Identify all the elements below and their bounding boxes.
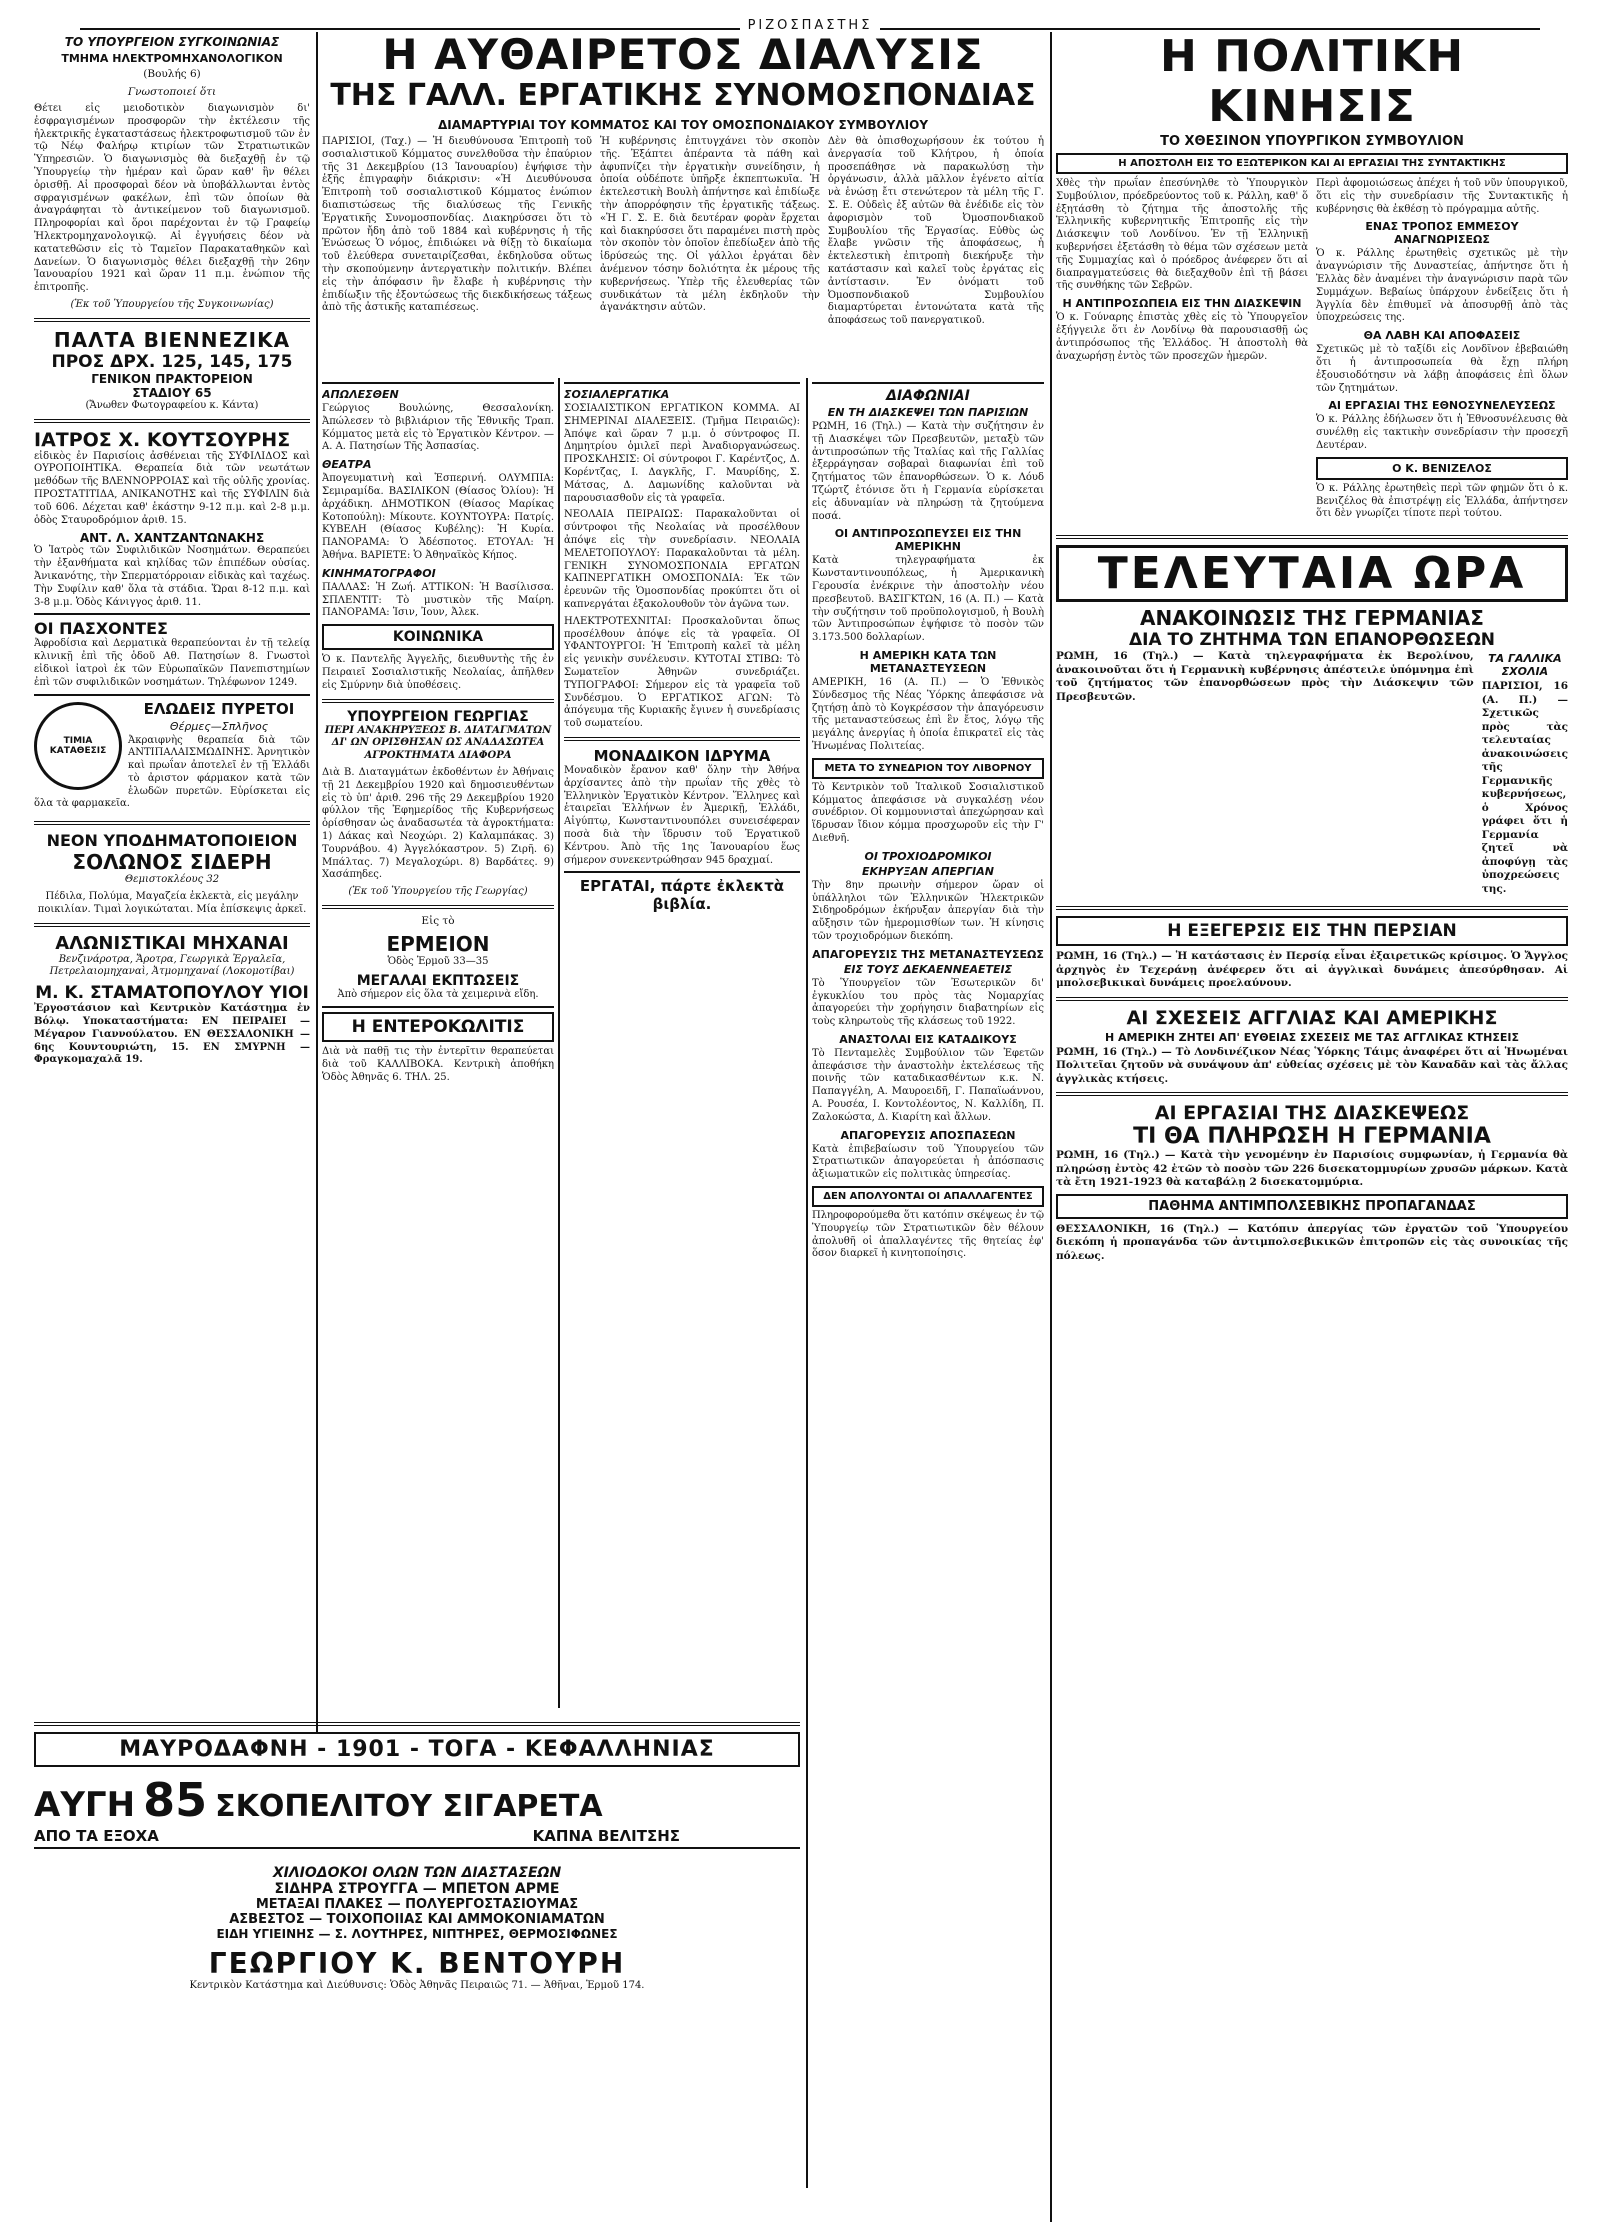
lead-subtitle: ΔΙΑΜΑΡΤΥΡΙΑΙ ΤΟΥ ΚΟΜΜΑΤΟΣ ΚΑΙ ΤΟΥ ΟΜΟΣΠΟΝΔΙΑΚΟΥ ΣΥΜΒΟΥΛΙΟΥ: [437, 118, 929, 132]
doctor2-ad-title: ΑΝΤ. Λ. ΧΑΝΤΖΑΝΤΩΝΑΚΗΣ: [79, 531, 265, 546]
late-h2: Η ΕΞΕΓΕΡΣΙΣ ΕΙΣ ΤΗΝ ΠΕΡΣΙΑΝ: [1056, 916, 1568, 946]
late-h3: ΑΙ ΣΧΕΣΕΙΣ ΑΓΓΛΙΑΣ ΚΑΙ ΑΜΕΡΙΚΗΣ: [1126, 1006, 1498, 1029]
late-h4: ΑΙ ΕΡΓΑΣΙΑΙ ΤΗΣ ΔΙΑΣΚΕΨΕΩΣ: [1154, 1102, 1470, 1125]
politics-right-heading: ΕΝΑΣ ΤΡΟΠΟΣ ΕΜΜΕΣΟΥ ΑΝΑΓΝΩΡΙΣΕΩΣ: [1365, 220, 1519, 247]
politics-subtitle-2: Η ΑΠΟΣΤΟΛΗ ΕΙΣ ΤΟ ΕΞΩΤΕΡΙΚΟΝ ΚΑΙ ΑΙ ΕΡΓΑΣΙΑΙ ΤΗΣ ΣΥΝΤΑΚΤΙΚΗΣ: [1056, 153, 1568, 174]
fund-text: Μοναδικὸν ἔρανον καθ' ὅλην τὴν Ἀθήνα ἀρχίσαντες ἀπὸ τὴν πρωΐαν τῆς χθὲς τὸ Ἑλληνικὸν Ἐργατικὸν Κέντρον. Ἕλληνες καὶ ἑταιρεῖαι Ἑλλήνων ἐν Ἀμερικῇ, Ἑλλάδι, Αἰγύπτῳ, Κωνσταντινουπόλει συνεισέφεραν ποσὰ διὰ τὴν ἵδρυσιν τοῦ Ἐργατικοῦ Κέντρου. Ἀπὸ τῆς 1ης Ἰανουαρίου ἕως σήμερον συνεκεντρώθησαν 945 δραχμαί.: [564, 764, 800, 866]
building-line-2: ΣΙΔΗΡΑ ΣΤΡΟΥΓΓΑ — ΜΠΕΤΟΝ ΑΡΜΕ: [274, 1881, 560, 1897]
diaf-h7: ΑΠΑΓΟΡΕΥΣΙΣ ΑΠΟΣΠΑΣΕΩΝ: [840, 1128, 1016, 1142]
late-h4b: ΤΙ ΘΑ ΠΛΗΡΩΣΗ Η ΓΕΡΜΑΝΙΑ: [1133, 1124, 1491, 1150]
diaf-h4: ΟΙ ΤΡΟΧΙΟΔΡΟΜΙΚΟΙ: [864, 849, 992, 863]
bottom-ads: [34, 1716, 800, 2216]
building-line-4: ΑΣΒΕΣΤΟΣ — ΤΟΙΧΟΠΟΙΙΑΣ ΚΑΙ ΑΜΜΟΚΟΝΙΑΜΑΤΩΝ: [229, 1912, 605, 1927]
fever-ad-subtitle: Θέρμες—Σπλῆνος: [169, 719, 269, 733]
machines-ad-title: ΑΛΩΝΙΣΤΙΚΑΙ ΜΗΧΑΝΑΙ: [55, 932, 289, 954]
column-rule: [558, 378, 560, 1708]
agri-ministry-heading: ΠΕΡΙ ΑΝΑΚΗΡΥΞΕΩΣ Β. ΔΙΑΤΑΓΜΑΤΩΝ ΔΙ' ΩΝ ΟΡΙΣΘΗΣΑΝ ΩΣ ΑΝΑΔΑΣΩΤΕΑ ΑΓΡΟΚΤΗΜΑΤΑ ΔΙΑΦΟΡΑ: [324, 724, 552, 762]
building-line-3: ΜΕΤΑΞΑΙ ΠΛΑΚΕΣ — ΠΟΛΥΕΡΓΟΣΤΑΣΙΟΥΜΑΣ: [255, 1897, 579, 1912]
seal-logo: ΤΙΜΙΑ ΚΑΤΑΘΕΣΙΣ: [34, 702, 122, 790]
masthead: [80, 8, 1540, 33]
diaf-text-2: Κατὰ τηλεγραφήματα ἐκ Κωνσταντινουπόλεως, ἡ Ἀμερικανικὴ Γερουσία ἐνέκρινε τὴν ἀποστολὴν νέου πρεσβευτοῦ. ΒΑΣΙΓΚΤΩΝ, 16 (Α. Π.) — Κατὰ τὴν συζήτησιν τοῦ προϋπολογισμοῦ, ἡ Βουλὴ τῶν Ἀντιπροσώπων ἐψήφισε τὸ ποσὸν τῶν 3.173.500 δολλαρίων.: [812, 555, 1044, 644]
coats-ad-address: ΣΤΑΔΙΟΥ 65: [132, 385, 212, 400]
social-box: ΚΟΙΝΩΝΙΚΑ: [322, 624, 554, 650]
theatre-text: Ἀπογευματινὴ καὶ Ἑσπερινή. ΟΛΥΜΠΙΑ: Σεμιραμίδα. ΒΑΣΙΛΙΚΟΝ (Θίασος Ὀλίου): Ἡ ἀρχάδικη. ΔΗΜΟΤΙΚΟΝ (Θίασος Μαρίκας Κοτοπούλη): Μίκουτε. ΚΟΥΝΤΟΥΡΑ: Πατρίς. ΚΥΒΕΛΗ (Θίασος Κυβέλης): Ἡ Κυρία. ΠΑΝΟΡΑΜΑ: Ὁ Ἀδέσποτος. ΕΤΟΥΑΛ: Ἡ Ἀθήνα. ΒΑΡΙΕΤΕ: Ὁ Ἀθηναϊκὸς Κήπος.: [322, 473, 554, 561]
late-h5: ΠΑΘΗΜΑ ΑΝΤΙΜΠΟΛΣΕΒΙΚΗΣ ΠΡΟΠΑΓΑΝΔΑΣ: [1056, 1194, 1568, 1219]
politics-right-1: Περὶ ἀφομοιώσεως ἀπέχει ἡ τοῦ νῦν ὑπουργικοῦ, ὅτι εἰς τὴν συνεδρίασιν τῆς Συντακτικῆς ἡ κυβέρνησις θὰ ἐκθέσῃ τὸ πρόγραμμα αὐτῆς.: [1316, 178, 1568, 215]
lead-column-2: Ἡ κυβέρνησις ἐπιτυγχάνει τὸν σκοπὸν τῆς. Ἐξάπτει ἀπέραντα τὰ πάθη καὶ ἀφυπνίζει τὴν ἐργατικὴν συνείδησιν, ἡ ὁποία οὐδέποτε ὑπῆρξε ἐκπεπτωκυῖα. Ἡ ἐκτελεστικὴ Βουλὴ ἀπήντησε καὶ ἐπιδίωξε τὴν ἀπορρόφησιν τῆς ἐργατικῆς τάξεως. «Ἡ Γ. Σ. Ε. διὰ δευτέραν φορὰν ἔρχεται καὶ διακηρύσσει ὅτι παραμένει πιστὴ πρὸς τὸν σκοπὸν τὸν ὁποῖον ἐπεδίωξεν ἀπὸ τῆς ἱδρύσεώς της. Οἱ γάλλοι ἐργάται δὲν ἀνέμενον τόσην δολιότητα ἐκ μέρους τῆς κυβερνήσεως. Ὑπὲρ τῆς ἐλευθερίας τῶν συνδικάτων τὰ μέλη ἐκδηλοῦν τὴν ἀγανάκτησιν αὐτῶν.: [600, 136, 820, 314]
agri-ministry-title: ΥΠΟΥΡΓΕΙΟΝ ΓΕΩΡΓΙΑΣ: [347, 708, 529, 725]
left-column: [34, 32, 310, 1744]
coats-ad-agency: ΓΕΝΙΚΟΝ ΠΡΑΚΤΟΡΕΙΟΝ: [91, 371, 253, 386]
diaf-h6: ΑΝΑΣΤΟΛΑΙ ΕΙΣ ΚΑΤΑΔΙΚΟΥΣ: [839, 1032, 1017, 1046]
shoe-ad-text: Πέδιλα, Πολύμα, Μαγαζεία ἐκλεκτὰ, εἰς μεγάλην ποικιλίαν. Τιμαὶ λογικώταται. Μία ἐπίσκεψις ἀρκεῖ.: [37, 891, 307, 915]
lost-label: ΑΠΩΛΕΣΘΕΝ: [322, 388, 399, 401]
fund-title: ΜΟΝΑΔΙΚΟΝ ΙΔΡΥΜΑ: [593, 746, 771, 765]
fever-ad: [34, 700, 310, 816]
lead-title: Η ΑΥΘΑΙΡΕΤΟΣ ΔΙΑΛΥΣΙΣ: [382, 32, 984, 79]
diaf-text-4: Τὸ Κεντρικὸν τοῦ Ἰταλικοῦ Σοσιαλιστικοῦ Κόμματος ἀπεφάσισε νὰ συγκαλέσῃ νέον συνέδριον. Οἱ κομμουνισταὶ ἀπεχώρησαν καὶ ἵδρυσαν ἴδιον κόμμα προσχωροῦν εἰς τὴν Γ' Διεθνῆ.: [812, 781, 1044, 844]
lead-column-3: Δὲν θὰ ὀπισθοχωρήσουν ἐκ τούτου ἡ ἀνεργασία τοῦ Κλήτρου, ἡ ὁποία προσεπάθησε νὰ παρακωλύσῃ τὴν ὀργάνωσιν, ἀλλὰ μᾶλλον ἐγένετο αἰτία νὰ ἑνώσῃ ἔτι στενώτερον τὰ μέλη τῆς Γ. Σ. Ε. Οὐδεὶς ἐξ αὐτῶν θὰ ἐνέδιδε εἰς τὸν ἀφορισμὸν τοῦ Ὀμοσπονδιακοῦ Συμβουλίου τῆς Ἐργασίας. Εὐθὺς ὡς ἔλαβε γνῶσιν τῆς ἀποφάσεως, ἡ ἐκτελεστικὴ ἐπιτροπὴ διεκήρυξε τὴν κατάστασιν καὶ καλεῖ τοὺς ἐργάτας εἰς ἀντίστασιν. Ἐν ὀνόματι τοῦ Ὀμοσπονδιακοῦ Συμβουλίου διαμαρτύρεται ἐντονώτατα κατὰ τῆς ἀποφάσεως τοῦ πανεργατικοῦ.: [827, 136, 1044, 327]
machines-ad-firm: Μ. Κ. ΣΤΑΜΑΤΟΠΟΥΛΟΥ ΥΙΟΙ: [35, 983, 309, 1004]
diaf-text-3: ΑΜΕΡΙΚΗ, 16 (Α. Π.) — Ὁ Ἐθνικὸς Σύνδεσμος τῆς Νέας Ὑόρκης ἀπεφάσισε νὰ ζητήσῃ ἀπὸ τὸ Κογκρέσσον τὴν ἀπαγόρευσιν τῆς μεταναστεύσεως ἐπὶ ἓν ἔτος, λόγῳ τῆς μεγάλης ἀνεργίας ἡ ὁποία ἐπικρατεῖ εἰς τὰς Ἡνωμένας Πολιτείας.: [812, 676, 1044, 752]
late-right-heading: ΤΑ ΓΑΛΛΙΚΑ ΣΧΟΛΙΑ: [1488, 652, 1562, 679]
coats-ad-title: ΠΑΛΤΑ ΒΙΕΝΝΕΖΙΚΑ: [53, 327, 291, 352]
politics-text-5: Ὁ κ. Ράλλης ἐρωτηθεὶς περὶ τῶν φημῶν ὅτι ὁ κ. Βενιζέλος θὰ ἐπιστρέψῃ εἰς Ἑλλάδα, ἀπήντησεν ὅτι δὲν γνωρίζει τίποτε περὶ τούτου.: [1316, 482, 1568, 520]
ermeion-intro: Εἰς τὸ: [421, 914, 455, 927]
lead-column-1: ΠΑΡΙΣΙΟΙ, (Ταχ.) — Ἡ διευθύνουσα Ἐπιτροπὴ τοῦ σοσιαλιστικοῦ Κόμματος συνελθοῦσα τὴν ἐπαύριον τῆς 31 Δεκεμβρίου (13 Ἰανουαρίου) ἐψήφισε τὴν ἑξῆς ἐπιγραφὴν διάκρισιν: «Ἡ Διευθύνουσα Ἐπιτροπὴ τοῦ σοσιαλιστικοῦ Κόμματος ἐνώπιον διαπιστώσεως τῆς διαλύσεως τῆς Γενικῆς Ἐργατικῆς Συνομοσπονδίας. Διακηρύσσει ὅτι τὸ πρῶτον ἤδη ἀπὸ τοῦ 1884 καὶ κυβέρνησις ἡ τῆς Ἑνώσεως Ὁ νόμος, ἐπιδιώκει νὰ θίξῃ τὸ δικαίωμα τοῦ ἐλεύθερα συνεταιρίζεσθαι, ἐκδηλοῦσα οὕτως τὴν σκοπούμενην ἀντεργατικὴν πολιτικήν. Βλέπει εἰς τὴν ἀπόφασιν ἣν ἔλαβε ἡ κυβέρνησις τὴν ἐπιδίωξιν τῆς ἐξοντώσεως τῆς διεκδικήσεως τάξεως ἀπὸ τῆς ἀστικῆς καταπιέσεως.: [322, 136, 593, 314]
late-text-4: ΡΩΜΗ, 16 (Τηλ.) — Κατὰ τὴν γενομένην ἐν Παρισίοις συμφωνίαν, ἡ Γερμανία θὰ πληρώσῃ ἐντὸς 42 ἐτῶν τὸ ποσὸν τῶν 226 δισεκατομμυρίων χρυσῶν μάρκων. Κατὰ τὰ ἔτη 1921-1923 θὰ καταβάλῃ 2 δισεκατομμύρια.: [1056, 1149, 1568, 1189]
machines-ad-address: Ἐργοστάσιον καὶ Κεντρικὸν Κατάστημα ἐν Βόλῳ. Υποκαταστήματα: ΕΝ ΠΕΙΡΑΙΕΙ — Μέγαρον Γιαννούλατου. ΕΝ ΘΕΣΣΑΛΟΝΙΚΗ — 6ης Κουντουριώτη, 15. ΕΝ ΣΜΥΡΝΗ — Φραγκομαχαλᾶ 19.: [34, 1003, 310, 1066]
lost-text: Γεώργιος Βουλώνης, Θεσσαλονίκη. Ἀπώλεσεν τὸ βιβλιάριον τῆς Ἐθνικῆς Τραπ. Κόμματος μετὰ εἰς τὸ Ἐργατικὸν Κέντρον. — Α. Α. Πατησίων Τῆς Ἀσπασίας.: [322, 403, 554, 453]
diaf-sublabel: ΕΝ ΤΗ ΔΙΑΣΚΕΨΕΙ ΤΩΝ ΠΑΡΙΣΙΩΝ: [827, 406, 1029, 419]
column-rule: [316, 32, 318, 1742]
social-text: Ὁ κ. Παντελῆς Ἀγγελῆς, διευθυντὴς τῆς ἐν Πειραιεῖ Σοσιαλιστικῆς Νεολαίας, ἀπῆλθεν εἰς Σμύρνην διὰ ὑποθέσεις.: [322, 654, 554, 691]
cigarette-ad: [34, 1773, 800, 1827]
social-label: ΣΟΣΙΑΛΕΡΓΑΤΙΚΑ: [564, 388, 670, 401]
building-address: Κεντρικὸν Κατάστημα καὶ Διεύθυνσις: Ὁδὸς Ἀθηνᾶς Πειραιῶς 71. — Ἀθῆναι, Ἑρμοῦ 174.: [189, 1980, 645, 1991]
social-text-1: ΣΟΣΙΑΛΙΣΤΙΚΟΝ ΕΡΓΑΤΙΚΟΝ ΚΟΜΜΑ. ΑΙ ΣΗΜΕΡΙΝΑΙ ΔΙΑΛΕΞΕΙΣ. (Τμῆμα Πειραιῶς): Ἀπόψε καὶ ὥραν 7 μ.μ. ὁ σύντροφος Π. Δημητρίου ὁμιλεῖ περὶ Ἀναδιοργανώσεως. ΠΡΟΣΚΛΗΣΙΣ: Οἱ σύντροφοι Γ. Καρέντζος, Δ. Κορέντζας, Ι. Δαγκλῆς, Γ. Μαυρίδης, Σ. Μάτσας, Δ. Δαμωνίδης καλοῦνται νὰ παρουσιασθοῦν εἰς τὰ γραφεῖα.: [564, 403, 800, 504]
diaf-text-1: ΡΩΜΗ, 16 (Τηλ.) — Κατὰ τὴν συζήτησιν ἐν τῇ Διασκέψει τῶν Πρεσβευτῶν, μεταξὺ τῶν ἀντιπροσώπων τῆς Ἰταλίας καὶ τῆς Γαλλίας ἐξερράγησαν σοβαραὶ διαφωνίαι ἐπὶ τοῦ ζητήματος τῶν ἐπανορθώσεων. Ὁ κ. Λόυδ Τζώρτζ ἐτόνισε ὅτι ἡ Γερμανία εὑρίσκεται εἰς ἀδυναμίαν νὰ πληρώσῃ τὰ ζητούμενα ποσά.: [812, 421, 1044, 522]
lead-title-line2: ΤΗΣ ΓΑΛΛ. ΕΡΓΑΤΙΚΗΣ ΣΥΝΟΜΟΣΠΟΝΔΙΑΣ: [330, 78, 1036, 113]
lead-story: [322, 32, 1044, 372]
diaf-label: ΔΙΑΦΩΝΙΑΙ: [886, 388, 970, 404]
politics-text-2: Ὁ κ. Γούναρης ἐπιστὰς χθὲς εἰς τὸ Ὑπουργεῖον ἐξήγγειλε ὅτι ἐν Λονδίνῳ θὰ παρουσιασθῇ ὡς ἀντιπρόσωπος τῆς Ἑλλάδος. Ἡ ἀποστολὴ θὰ ἀναχωρήσῃ ἐντὸς τῶν προσεχῶν ἡμερῶν.: [1056, 312, 1308, 362]
ermeion-title: ΕΡΜΕΙΟΝ: [386, 932, 490, 957]
late-news-title: ΤΕΛΕΥΤΑΙΑ ΩΡΑ: [1056, 545, 1568, 602]
column-rule: [806, 378, 808, 2188]
politics-title: Η ΠΟΛΙΤΙΚΗ ΚΙΝΗΣΙΣ: [1159, 32, 1465, 132]
politics-h4: Ο Κ. ΒΕΝΙΖΕΛΟΣ: [1316, 457, 1568, 480]
fever-ad-text: Ἀκραιφνὴς θεραπεία διὰ τῶν ΑΝΤΙΠΑΛΑΙΣΜΩΔΙΝΗΣ. Ἀρνητικὸν καὶ πρωΐαν ἀποτελεῖ ἐν τῇ Ἑλλάδι τὸ ἀριστον φάρμακον κατὰ τῶν ἑλωδῶν πυρετῶν. Εὑρίσκεται εἰς ὅλα τὰ φαρμακεῖα.: [34, 734, 310, 810]
late-right-1: ΠΑΡΙΣΙΟΙ, 16 (Α. Π.) — Σχετικῶς πρὸς τὰς τελευταίας ἀνακοινώσεις τῆς Γερμανικῆς κυβερνήσεως, ὁ Χρόνος γράφει ὅτι ἡ Γερμανία ζητεῖ νὰ ἀποφύγῃ τὰς ὑποχρεώσεις της.: [1481, 680, 1568, 895]
late-text-3: ΡΩΜΗ, 16 (Τηλ.) — Τὸ Λονδινέζικον Νέας Ὑόρκης Τάιμς ἀναφέρει ὅτι αἱ Ἡνωμέναι Πολιτεῖαι ζητοῦν νὰ συνάψουν ἀπ' εὐθείας σχέσεις μὲ τὸν Καναδᾶν καὶ τὰς ἄλλας ἀγγλικὰς κτήσεις.: [1056, 1045, 1568, 1085]
ministry-heading: ΤΟ ΥΠΟΥΡΓΕΙΟΝ ΣΥΓΚΟΙΝΩΝΙΑΣ: [64, 35, 280, 49]
diaf-h5: ΑΠΑΓΟΡΕΥΣΙΣ ΤΗΣ ΜΕΤΑΝΑΣΤΕΥΣΕΩΣ: [812, 947, 1044, 961]
doctor2-ad-text: Ὁ Ἰατρὸς τῶν Συφιλιδικῶν Νοσημάτων. Θεραπεύει τὴν ἐξανθήματα καὶ κηλίδας τῶν ἐπιπέδων οὐσίας. Ἀνικανότης, τὴν Σπερματόρροιαν εἰδικὰς καὶ ταχέως. Τὴν Συφίλιν καθ' ὅλα τὰ στάδια. Ὥραι 8-12 π.μ. καὶ 3-8 μ.μ. Ὁδὸς Κάνιγγος ἀριθ. 11.: [34, 545, 310, 608]
misc-column: [322, 378, 554, 1708]
late-h3b: Η ΑΜΕΡΙΚΗ ΖΗΤΕΙ ΑΠ' ΕΥΘΕΙΑΣ ΣΧΕΣΕΙΣ ΜΕ ΤΑΣ ΑΓΓΛΙΚΑΣ ΚΤΗΣΕΙΣ: [1104, 1030, 1520, 1044]
cigarette-sub: ΑΠΟ ΤΑ ΕΞΟΧΑ: [34, 1827, 159, 1845]
agri-ministry-signature: (Ἐκ τοῦ Ὑπουργείου τῆς Γεωργίας): [348, 886, 528, 898]
cigarette-number: 85: [143, 1773, 208, 1827]
ministry-notice-text: Θέτει εἰς μειοδοτικὸν διαγωνισμὸν δι' ἐσφραγισμένων προσφορῶν τὴν ἐκτέλεσιν τῆς ἠλεκτρικῆς ἐγκαταστάσεως ἠλεκτροφωτισμοῦ τῶν ἐν τῷ Νέῳ Φαλήρῳ κτιρίων τῶν Στρατιωτικῶν Ὑπηρεσιῶν. Ὁ διαγωνισμὸς θὰ διεξαχθῇ ἐν τῷ Ὑπουργείῳ τὴν ἡμέραν καὶ ὥραν καθ' ἣν θέλει ὁρισθῇ. Αἱ προσφοραὶ δέον νὰ ὑποβάλλωνται ἐντὸς σφραγισμένων φακέλων, ἐπὶ τῶν ὁποίων θὰ ἀναγράφηται τὸ ἀντικείμενον τοῦ διαγωνισμοῦ. Πληροφορίαι καὶ ὅροι παρέχονται ἐν τῷ Γραφείῳ Ἠλεκτρομηχανολογικῷ. Αἱ ἐγγυήσεις δέον νὰ κατατεθῶσιν εἰς τὸ Ταμεῖον Παρακαταθηκῶν καὶ Δανείων. Ὁ διαγωνισμὸς θέλει διεξαχθῇ τὴν 26ην Ἰανουαρίου 1921 καὶ ὥραν 11 π.μ. ἐνώπιον τῆς ἐπιτροπῆς.: [34, 103, 310, 294]
politics-text-4: Ὁ κ. Ράλλης ἐδήλωσεν ὅτι ἡ Ἐθνοσυνέλευσις θὰ συνέλθῃ εἰς τακτικὴν συνεδρίασιν τὴν προσεχῆ Δευτέραν.: [1316, 414, 1568, 451]
theatre-label: ΘΕΑΤΡΑ: [322, 458, 372, 472]
entero-title: Η ΕΝΤΕΡΟΚΩΛΙΤΙΣ: [322, 1012, 554, 1042]
column-rule: [1050, 32, 1052, 2222]
social-text-3: ΗΛΕΚΤΡΟΤΕΧΝΙΤΑΙ: Προσκαλοῦνται ὅπως προσέλθουν ἀπόψε εἰς τὰ γραφεῖα. ΟΙ ΥΦΑΝΤΟΥΡΓΟΙ: Ἡ Ἐπιτροπὴ καλεῖ τὰ μέλη εἰς γενικὴν συνέλευσιν. ΚΥΤΟΤΑΙ ΣΤΙΒΩ: Τὸ Σωματεῖον Ἀθηνῶν συνεδριάζει. ΤΥΠΟΓΡΑΦΟΙ: Σήμερον εἰς τὰ γραφεῖα τοῦ Συνδέσμου. Ὁ ΕΡΓΑΤΙΚΟΣ ΑΓΩΝ: Τὸ ἀπόγευμα τῆς Κυριακῆς ἔγινεν ἡ συνεδρίασις τοῦ σωματείου.: [564, 615, 800, 730]
diaf-h4b: ΕΚΗΡΥΞΑΝ ΑΠΕΡΓΙΑΝ: [862, 864, 994, 878]
shoe-ad-title: ΝΕΟΝ ΥΠΟΔΗΜΑΤΟΠΟΙΕΙΟΝ: [46, 831, 298, 851]
workers-ad: ΕΡΓΑΤΑΙ, πάρτε ἐκλεκτὰ βιβλία.: [579, 877, 785, 914]
doctor-ad-text: εἰδικὸς ἐν Παρισίοις ἀσθένειαι τῆς ΣΥΦΙΛΙΔΟΣ καὶ ΟΥΡΟΠΟΙΗΤΙΚΑ. Θεραπεία διὰ τῶν νεωτάτων μεθόδων τῆς ΒΛΕΝΝΟΡΡΟΙΑΣ καὶ τῆς οὐλῆς χρονίας. ΠΡΟΣΤΑΤΙΤΙΔΑ, ΑΝΙΚΑΝΟΤΗΣ καὶ τῆς ΣΥΦΙΛΙΝ διὰ τοῦ 606. Δέχεται καθ' ἑκάστην 9-12 π.μ. καὶ 2-8 μ.μ. ὁδὸς Σταυροδρόμιον ἀριθ. 15.: [34, 450, 310, 526]
diaf-text-8: Κατὰ ἐπιβεβαίωσιν τοῦ Ὑπουργείου τῶν Στρατιωτικῶν ἀπαγορεύεται ἡ ἀπόσπασις ἀξιωματικῶν εἰς πολιτικὰς ὑπηρεσίας.: [812, 1143, 1044, 1181]
cigarette-name: ΣΚΟΠΕΛΙΤΟΥ ΣΙΓΑΡΕΤΑ: [215, 1789, 603, 1824]
right-column: [1056, 32, 1568, 2222]
building-firm: ΓΕΩΡΓΙΟΥ Κ. ΒΕΝΤΟΥΡΗ: [208, 1947, 626, 1980]
ermeion-note: Ἀπὸ σήμερον εἰς ὅλα τὰ χειμερινὰ εἴδη.: [337, 989, 539, 1001]
diaf-h1: ΟΙ ΑΝΤΙΠΡΟΣΩΠΕΥΣΕΙ ΕΙΣ ΤΗΝ ΑΜΕΡΙΚΗΝ: [834, 527, 1022, 554]
late-text-2: ΡΩΜΗ, 16 (Τηλ.) — Ἡ κατάστασις ἐν Περσίᾳ εἶναι ἐξαιρετικῶς κρίσιμος. Ὁ Ἄγγλος ἀρχηγὸς ἐν Τεχεράνῃ ἀνέφερεν ὅτι αἱ ἀγγλικαὶ δυνάμεις ἀπεσύρθησαν. Αἱ μπολσεβικικαὶ δυνάμεις προελαύνουν.: [1056, 950, 1568, 990]
diaf-h8: ΔΕΝ ΑΠΟΛΥΟΝΤΑΙ ΟΙ ΑΠΑΛΛΑΓΕΝΤΕΣ: [812, 1186, 1044, 1207]
doctor-ad-title: ΙΑΤΡΟΣ Χ. ΚΟΥΤΣΟΥΡΗΣ: [34, 428, 291, 451]
politics-h3: ΑΙ ΕΡΓΑΣΙΑΙ ΤΗΣ ΕΘΝΟΣΥΝΕΛΕΥΣΕΩΣ: [1328, 399, 1556, 413]
clinic-ad-title: ΟΙ ΠΑΣΧΟΝΤΕΣ: [34, 619, 168, 639]
shoe-ad-name: ΣΟΛΩΝΟΣ ΣΙΔΕΡΗ: [72, 850, 272, 875]
machines-ad-text: Βενζινάροτρα, Ἄροτρα, Γεωργικὰ Ἐργαλεῖα, Πετρελαιομηχαναὶ, Ἀτμομηχαναί (Λοκομοτίβαι): [49, 953, 295, 978]
shoe-ad-address: Θεμιστοκλέους 32: [124, 874, 220, 886]
diaf-h3: ΜΕΤΑ ΤΟ ΣΥΝΕΔΡΙΟΝ ΤΟΥ ΛΙΒΟΡΝΟΥ: [812, 758, 1044, 779]
diaf-text-7: Τὸ Πενταμελὲς Συμβούλιον τῶν Ἐφετῶν ἀπεφάσισε τὴν ἀναστολὴν ἐκτελέσεως τῆς ποινῆς τῶν καταδικασθέντων κ.κ. Ν. Παπαγγέλη, Α. Μαυροειδῆ, Γ. Παπαϊωάννου, Α. Ρουσέα, Ι. Κοντολέοντος, Ν. Καλλίδη, Π. Ζαλοκώστα, Δ. Κιαρίτη καὶ ἄλλων.: [812, 1047, 1044, 1123]
ministry-signature: (Ἐκ τοῦ Ὑπουργείου τῆς Συγκοινωνίας): [70, 298, 274, 310]
fever-ad-title: ΕΛΩΔΕΙΣ ΠΥΡΕΤΟΙ: [143, 699, 295, 718]
ministry-notice-intro: Γνωστοποιεί ὅτι: [127, 85, 217, 98]
diaf-text-9: Πληροφορούμεθα ὅτι κατόπιν σκέψεως ἐν τῷ Ὑπουργείῳ τῶν Στρατιωτικῶν δὲν θέλουν ἀπολυθῆ οἱ ἀπαλλαγέντες τῆς θητείας ἐφ' ὅσον διαρκεῖ ἡ κινητοποίησις.: [812, 1210, 1044, 1260]
cigarette-brand: ΑΥΓΗ: [34, 1785, 136, 1825]
coats-ad-price: ΠΡΟΣ ΔΡΧ. 125, 145, 175: [51, 351, 293, 372]
diaf-text-5: Τὴν 8ην πρωινὴν σήμερον ὥραν οἱ ὑπάλληλοι τῶν Ἑλληνικῶν Ἠλεκτρικῶν Σιδηροδρόμων ἐκήρυξαν ἀπεργίαν διὰ τὴν αὔξησιν τῶν ἡμερομισθίων των. Ἡ κίνησις τῶν τροχιοδρόμων διεκόπη.: [812, 879, 1044, 942]
cinema-text: ΠΑΛΛΑΣ: Ἡ Ζωή. ΑΤΤΙΚΟΝ: Ἡ Βασίλισσα. ΣΠΛΕΝΤΙΤ: Τὸ μυστικὸν τῆς Μαίρη. ΠΑΝΟΡΑΜΑ: Ἰσιν, Ἰουν, Ἀλεκ.: [322, 581, 554, 619]
social-text-2: ΝΕΟΛΑΙΑ ΠΕΙΡΑΙΩΣ: Παρακαλοῦνται οἱ σύντροφοι τῆς Νεολαίας νὰ προσέλθουν ἀπόψε εἰς τὴν συνεδρίασιν. ΝΕΟΛΑΙΑ ΜΕΛΕΤΟΠΟΥΛΟΥ: Παρακαλοῦνται τὰ μέλη. ΓΕΝΙΚΗ ΣΥΝΟΜΟΣΠΟΝΔΙΑ ΕΡΓΑΤΩΝ ΚΑΠΝΕΡΓΑΤΙΚΗ ΟΜΟΣΠΟΝΔΙΑ: Ἐκ τῶν ἐρευνῶν τῆς Ὁμοσπονδίας προκύπτει ὅτι οἱ καπνεργάται ἐξακολουθοῦν τὸν ἀγῶνα των.: [564, 509, 800, 610]
coats-ad-note: (Ἄνωθεν Φωτογραφείου κ. Κάντα): [85, 399, 259, 411]
building-line-5: ΕΙΔΗ ΥΓΙΕΙΝΗΣ — Σ. ΛΟΥΤΗΡΕΣ, ΝΙΠΤΗΡΕΣ, ΘΕΡΜΟΣΙΦΩΝΕΣ: [216, 1927, 618, 1941]
politics-h2: ΘΑ ΛΑΒΗ ΚΑΙ ΑΠΟΦΑΣΕΙΣ: [1363, 329, 1521, 343]
building-line-1: ΧΙΛΙΟΔΟΚΟΙ ΟΛΩΝ ΤΩΝ ΔΙΑΣΤΑΣΕΩΝ: [272, 1865, 562, 1881]
politics-subtitle: ΤΟ ΧΘΕΣΙΝΟΝ ΥΠΟΥΡΓΙΚΟΝ ΣΥΜΒΟΥΛΙΟΝ: [1160, 134, 1464, 149]
clinic-ad-text: Ἀφροδίσια καὶ Δερματικὰ θεραπεύονται ἐν τῇ τελείᾳ κλινικῇ ἐπὶ τῆς ὁδοῦ Αθ. Πατησίων 8. Γνωστοὶ εἰδικοὶ ἰατροὶ ἐκ τῶν Εὐρωπαϊκῶν Πανεπιστημίων ἐπὶ τῶν συφιλιδικῶν νοσημάτων. Τηλέφωνον 1249.: [34, 638, 310, 688]
politics-text-1: Χθὲς τὴν πρωΐαν ἐπεσύνηλθε τὸ Ὑπουργικὸν Συμβούλιον, πρόεδρεύοντος τοῦ κ. Ράλλη, καθ' ὅ ἐξητάσθη τὸ ζήτημα τῆς ἀποστολῆς τῆς Ἑλληνικῆς κυβερνητικῆς Ἐπιτροπῆς εἰς τὴν Διάσκεψιν τοῦ Λονδίνου. Ἐν τῇ Ἑλληνικῇ κυβερνήσει ἐξετάσθη τὸ θέμα τῶν σχέσεων μετὰ τῆς Συμμαχίας καὶ ὁ πρόεδρος ἀνέφερεν ὅτι αἱ διαπραγματεύσεις θὰ διεξαχθοῦν ἐπὶ τῇ βάσει τῆς συνθήκης τῶν Σεβρῶν.: [1056, 178, 1308, 292]
late-text-1: ΡΩΜΗ, 16 (Τηλ.) — Κατὰ τηλεγραφήματα ἐκ Βερολίνου, ἀνακοινοῦται ὅτι ἡ Γερμανικὴ κυβέρνησις ἀπέστειλε ὑπόμνημα ἐπὶ τοῦ ζητήματος τῶν ἐπανορθώσεων πρὸς τὴν Διάσκεψιν τῶν Πρεσβευτῶν.: [1056, 650, 1474, 703]
late-h1: ΑΝΑΚΟΙΝΩΣΙΣ ΤΗΣ ΓΕΡΜΑΝΙΑΣ: [1140, 606, 1484, 631]
masthead-title: ΡΙΖΟΣΠΑΣΤΗΣ: [740, 18, 881, 33]
diaf-h5b: ΕΙΣ ΤΟΥΣ ΔΕΚΑΕΝΝΕΑΕΤΕΙΣ: [843, 962, 1013, 976]
diaf-h2: Η ΑΜΕΡΙΚΗ ΚΑΤΑ ΤΩΝ ΜΕΤΑΝΑΣΤΕΥΣΕΩΝ: [859, 648, 997, 675]
news-column: [812, 378, 1044, 2188]
cinema-label: ΚΙΝΗΜΑΤΟΓΡΑΦΟΙ: [322, 566, 436, 580]
agri-ministry-text: Διὰ Β. Διαταγμάτων ἐκδοθέντων ἐν Ἀθήναις τῇ 21 Δεκεμβρίου 1920 καὶ δημοσιευθέντων εἰς τὸ ὑπ' ἀριθ. 296 τῆς 29 Δεκεμβρίου 1920 φύλλον τῆς Ἐφημερίδος τῆς Κυβερνήσεως ὁρίσθησαν ὡς ἀναδασωτέα τὰ ἀγροκτήματα: 1) Δάκας καὶ Νεοχώρι. 2) Καλαμπάκας. 3) Τουρνάβου. 4) Ἀγγελόκαστρον. 5) Ζιρῆ. 6) Μπάλτας. 7) Μεγαλοχώρι. 8) Βαρδάτες. 9) Χασάπηδες.: [322, 766, 554, 881]
late-text-5: ΘΕΣΣΑΛΟΝΙΚΗ, 16 (Τηλ.) — Κατόπιν ἀπεργίας τῶν ἐργατῶν τοῦ Ὑπουργείου διεκόπη ἡ προπαγάνδα τῶν ἀντιμπολσεβικικῶν ἐπιτροπῶν εἰς τὰς συνοικίας τῆς πόλεως.: [1056, 1222, 1568, 1262]
ministry-department: ΤΜΗΜΑ ΗΛΕΚΤΡΟΜΗΧΑΝΟΛΟΓΙΚΟΝ: [61, 52, 283, 65]
politics-h1: Η ΑΝΤΙΠΡΟΣΩΠΕΙΑ ΕΙΣ ΤΗΝ ΔΙΑΣΚΕΨΙΝ: [1062, 297, 1302, 311]
building-ad: [34, 1865, 800, 1993]
late-h1b: ΔΙΑ ΤΟ ΖΗΤΗΜΑ ΤΩΝ ΕΠΑΝΟΡΘΩΣΕΩΝ: [1128, 630, 1496, 651]
entero-text: Διὰ νὰ παθῇ τις τὴν ἐντερῖτιν θεραπεύεται διὰ τοῦ ΚΑΛΛΙΒΟΚΑ. Κεντρικὴ ἀποθήκη Ὁδὸς Ἀθηνᾶς 6. ΤΗΛ. 25.: [322, 1046, 554, 1083]
ministry-address: (Βουλής 6): [143, 68, 201, 80]
politics-text-3: Σχετικῶς μὲ τὸ ταξίδι εἰς Λονδῖνον ἐβεβαιώθη ὅτι ἡ ἀντιπροσωπεία θὰ ἔχῃ πλήρη ἐξουσιοδότησιν νὰ λάβῃ ἀποφάσεις ἐπὶ ὅλων τῶν ζητημάτων.: [1316, 344, 1568, 394]
ermeion-sale: ΜΕΓΑΛΑΙ ΕΚΠΤΩΣΕΙΣ: [356, 973, 520, 990]
diaf-text-6: Τὸ Ὑπουργεῖον τῶν Ἐσωτερικῶν δι' ἐγκυκλίου του πρὸς τὰς Νομαρχίας ἀπαγορεύει τὴν χορήγησιν διαβατηρίων εἰς τοὺς κληρωτοὺς τῆς κλάσεως τοῦ 1922.: [812, 977, 1044, 1028]
cigarette-sub2: ΚΑΠΝΑ ΒΕΛΙΤΣΗΣ: [532, 1827, 680, 1845]
mavrodafni-banner: ΜΑΥΡΟΔΑΦΝΗ - 1901 - ΤΟΓΑ - ΚΕΦΑΛΛΗΝΙΑΣ: [34, 1732, 800, 1767]
politics-right-2: Ὁ κ. Ράλλης ἐρωτηθεὶς σχετικῶς μὲ τὴν ἀναγνώρισιν τῆς Δυναστείας, ἀπήντησε ὅτι ἡ Ἑλλὰς δὲν ἀναμένει τὴν ἀναγνώρισιν παρὰ τῶν Συμμάχων. Βεβαίως ὑπάρχουν ἐνδείξεις ὅτι ἡ Ἀγγλία δὲν ἐπιθυμεῖ νὰ ἀποσυρθῇ ἀπὸ τὰς ὑποχρεώσεις της.: [1316, 248, 1568, 324]
ermeion-address: Ὁδὸς Ἑρμοῦ 33—35: [387, 956, 489, 968]
